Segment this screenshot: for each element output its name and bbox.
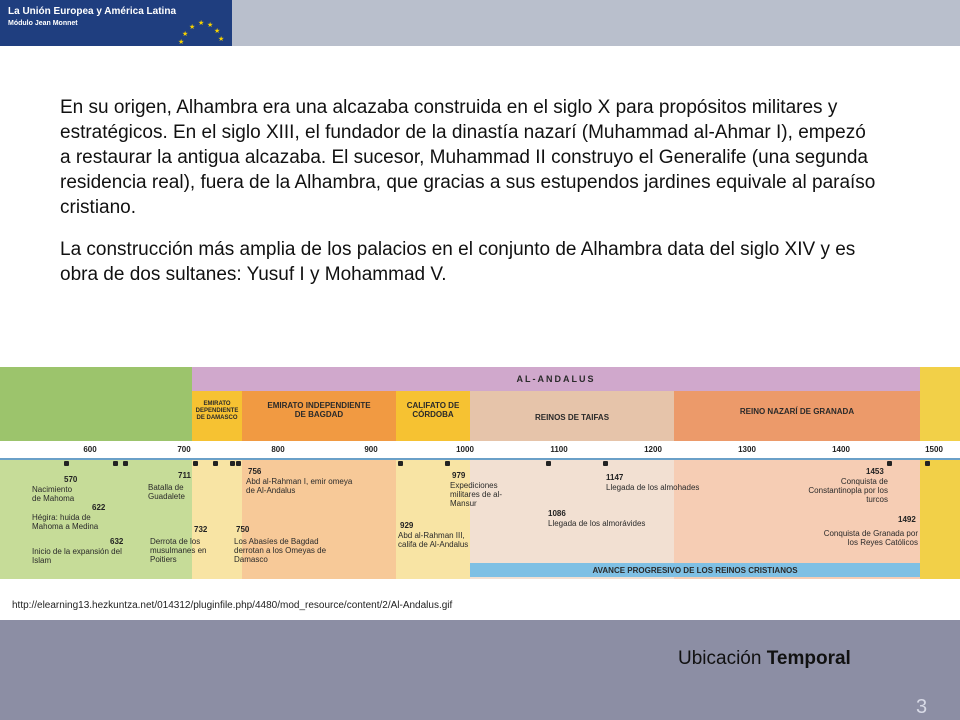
tick-700: 700 [177,445,191,454]
event-570-text: Nacimiento de Mahoma [32,485,75,503]
event-622-text: Hégira: huida de Mahoma a Medina [32,513,99,531]
event-1086-text: Llegada de los almorávides [548,519,646,528]
event-1492-year: 1492 [898,515,916,524]
period-califato: CALIFATO DE CÓRDOBA [406,401,460,419]
event-750-year: 750 [236,525,250,534]
event-732-year: 732 [194,525,208,534]
event-711-text: Batalla de Guadalete [148,483,185,501]
svg-text:★: ★ [178,38,185,46]
logo-subtitle: Módulo Jean Monnet [8,20,78,27]
period-nazari: REINO NAZARÍ DE GRANADA [739,407,855,416]
footer-label-regular: Ubicación [678,648,762,669]
event-dot [925,461,930,466]
event-1492-text: Conquista de Granada por los Reyes Católicos [823,529,918,547]
event-1453-text: Conquista de Constantinopla por los turcos [808,477,888,504]
svg-text:★: ★ [214,27,221,35]
tick-1500: 1500 [925,445,943,454]
event-dot [230,461,235,466]
event-632-year: 632 [110,537,124,546]
event-1147-year: 1147 [606,473,624,482]
event-632-text: Inicio de la expansión del Islam [32,547,122,565]
svg-text:★: ★ [198,19,205,27]
event-979-year: 979 [452,471,466,480]
event-1086-year: 1086 [548,509,566,518]
event-756-year: 756 [248,467,262,476]
page-number: 3 [916,696,928,718]
tick-1000: 1000 [456,445,474,454]
event-dot [398,461,403,466]
svg-text:★: ★ [207,21,214,29]
source-url: http://elearning13.hezkuntza.net/014312/pluginfile.php/4480/mod_resource/content/2/Al-Andalus.gif [12,600,453,611]
event-711-year: 711 [178,471,191,480]
footer-bar [0,620,960,720]
event-dot [213,461,218,466]
tick-1300: 1300 [738,445,756,454]
period-emirato-dep: EMIRATO DEPENDIENTE DE DAMASCO [195,401,239,421]
tick-1200: 1200 [644,445,662,454]
event-1453-year: 1453 [866,467,884,476]
event-dot [193,461,198,466]
event-756-text: Abd al-Rahman I, emir omeya de Al-Andalus [246,477,353,495]
event-622-year: 622 [92,503,106,512]
event-979-text: Expediciones militares de al-Mansur [450,481,503,508]
footer-label-bold: Temporal [766,648,851,669]
tick-800: 800 [271,445,285,454]
svg-text:★: ★ [182,30,189,38]
svg-text:★: ★ [189,23,196,31]
event-dot [887,461,892,466]
post-period [920,367,960,579]
event-750-text: Los Abasíes de Bagdad derrotan a los Omeyas de Damasco [234,537,327,564]
logo-title: La Unión Europea y América Latina [8,6,177,17]
paragraph-1: En su origen, Alhambra era una alcazaba construida en el siglo X para propósitos militares y estratégicos. En el siglo XIII, el fundador de la dinastía nazarí (Muhammad al-Ahmar I), empezó a restaurar la antigua alcazaba. El sucesor, Muhammad II construyo el Generalife (una segunda residencia real), fuera de la Alhambra, que gracias a sus estupendos jardines equivale al paraíso cristiano. [60,97,876,218]
tick-600: 600 [83,445,97,454]
tick-1100: 1100 [550,445,568,454]
event-dot [123,461,128,466]
event-929-text: Abd al-Rahman III, califa de Al-Andalus [398,531,469,549]
al-andalus-timeline [0,367,960,579]
period-taifas: REINOS DE TAIFAS [534,413,610,422]
paragraph-2: La construcción más amplia de los palacios en el conjunto de Alhambra data del siglo XIV y es obra de dos sultanes: Yusuf I y Mohammad V. [60,239,856,285]
event-dot [445,461,450,466]
event-570-year: 570 [64,475,78,484]
event-dot [546,461,551,466]
footer-label [678,648,851,670]
period-nazari-box [674,391,920,441]
event-dot [236,461,241,466]
event-929-year: 929 [400,521,414,530]
tick-900: 900 [364,445,378,454]
tick-1400: 1400 [832,445,850,454]
event-732-text: Derrota de los musulmanes en Poitiers [150,537,207,564]
event-dot [64,461,69,466]
event-dot [603,461,608,466]
axis-strip [0,441,960,459]
al-andalus-title: AL-ANDALUS [516,374,596,384]
body-text [60,95,880,287]
eu-stars-icon [168,18,228,46]
event-1147-text: Llegada de los almohades [606,483,700,492]
event-dot [113,461,118,466]
period-emirato-ind: EMIRATO INDEPENDIENTE DE BAGDAD [267,401,371,419]
svg-text:★: ★ [218,35,225,43]
avance-label: AVANCE PROGRESIVO DE LOS REINOS CRISTIANOS [592,566,798,575]
logo [0,0,232,46]
